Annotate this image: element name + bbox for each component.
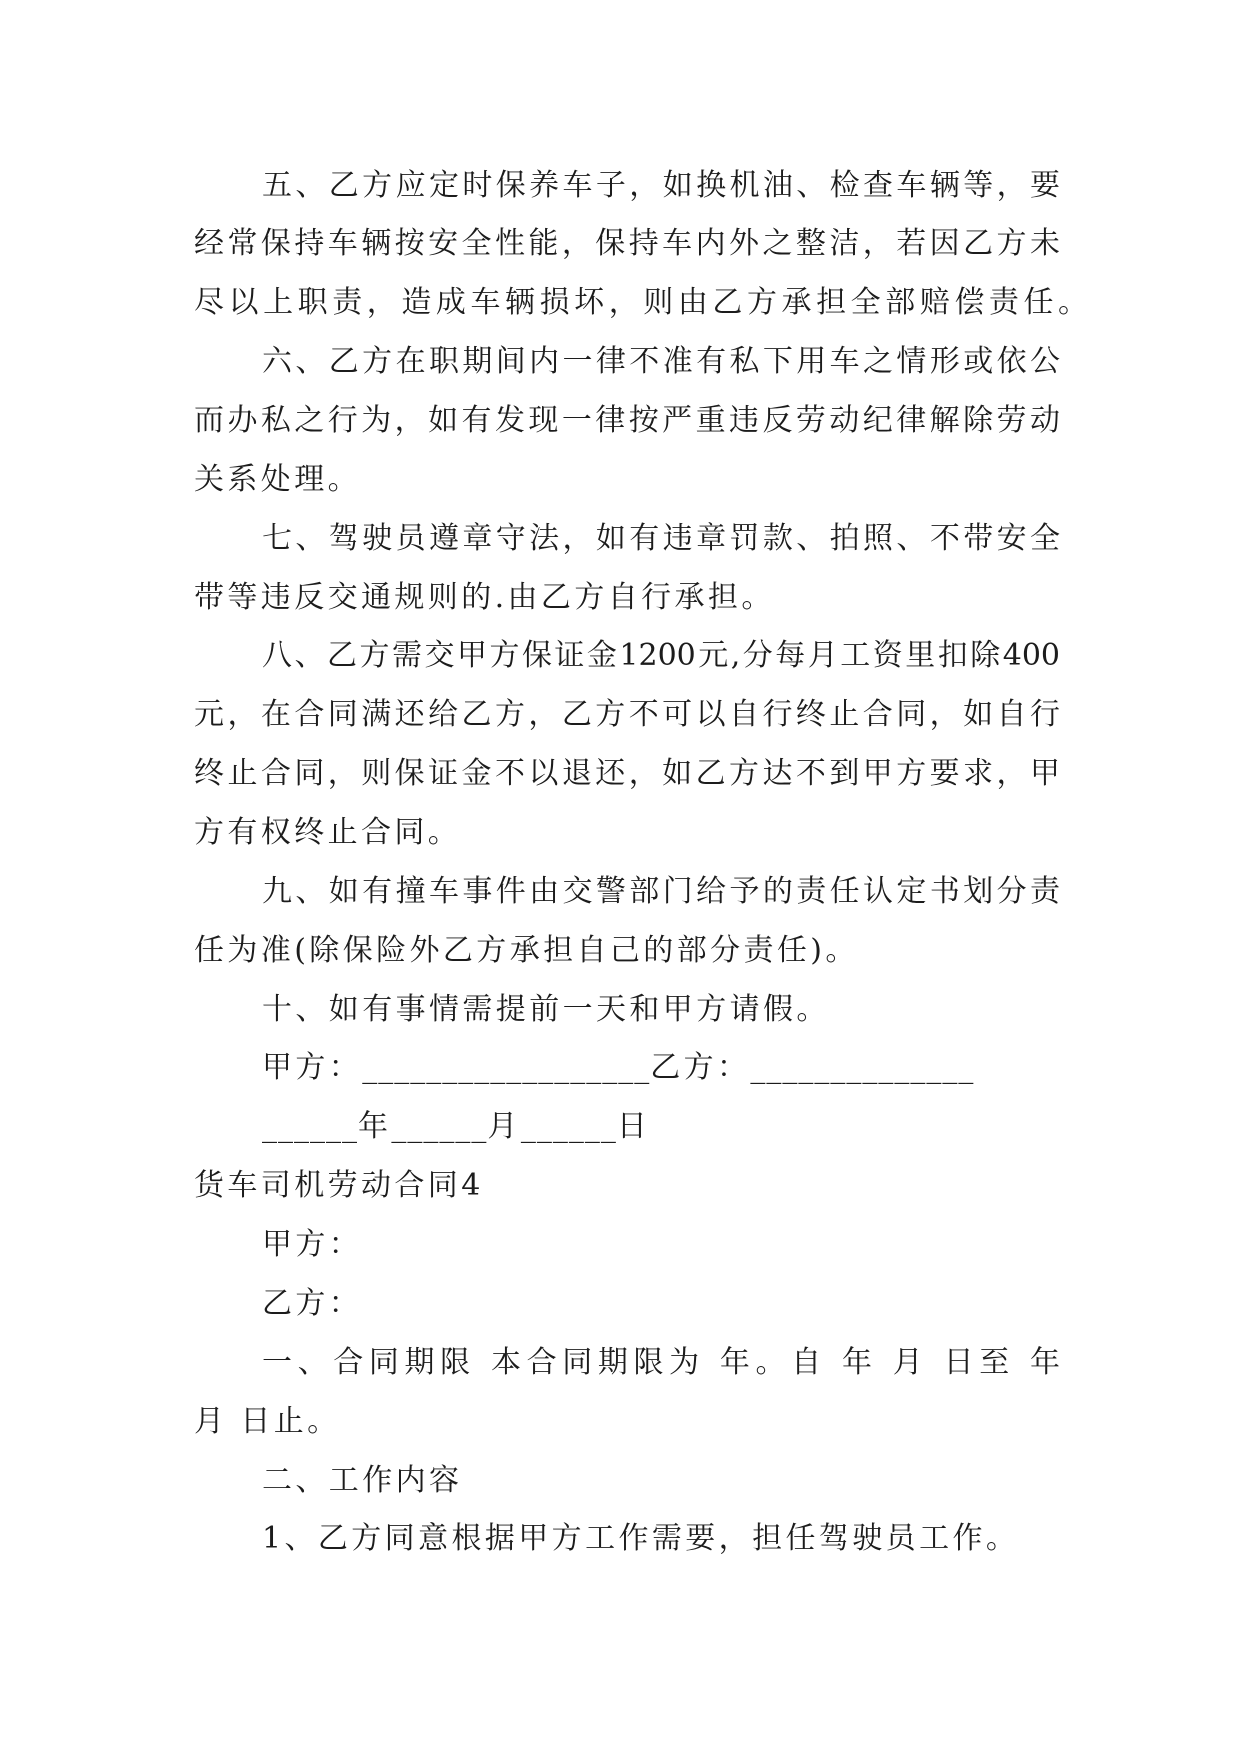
month-label: 月: [487, 1109, 521, 1145]
clause-7: [194, 510, 1060, 628]
clause-8: [194, 627, 1060, 862]
document-body: [194, 157, 1088, 1570]
contract-4-party-b: 乙方：: [262, 1285, 363, 1321]
clause-line: 而办私之行为，如有发现一律按严重违反劳动纪律解除劳动: [194, 403, 1060, 439]
contract-4-title: 货车司机劳动合同4: [194, 1168, 484, 1204]
contract-4-clause-item-1: [194, 1510, 1060, 1569]
date-line: [194, 1098, 1060, 1157]
party-a-signature-blank: __________________: [362, 1050, 651, 1086]
signature-line: [194, 1039, 1060, 1098]
contract-4-party-a: 甲方：: [262, 1227, 363, 1263]
month-blank: ______: [391, 1109, 488, 1145]
contract-4-clause-work-content: [194, 1452, 1060, 1511]
clause-line: 六、乙方在职期间内一律不准有私下用车之情形或依公: [262, 344, 1060, 380]
day-label: 日: [616, 1109, 651, 1145]
contract-4-clause-term: [194, 1334, 1060, 1452]
clause-line: 方有权终止合同。: [194, 815, 462, 851]
clause-line: 1、乙方同意根据甲方工作需要，担任驾驶员工作。: [262, 1521, 1020, 1557]
clause-line: 月 日止。: [194, 1403, 341, 1439]
clause-line: 带等违反交通规则的.由乙方自行承担。: [194, 579, 775, 615]
clause-line: 经常保持车辆按安全性能，保持车内外之整洁，若因乙方未: [194, 226, 1060, 262]
clause-5: [194, 157, 1088, 334]
clause-line: 元，在合同满还给乙方，乙方不可以自行终止合同，如自行: [194, 697, 1060, 733]
clause-line: 一、合同期限 本合同期限为 年。自 年 月 日至 年: [262, 1344, 1060, 1380]
clause-line: 二、工作内容: [262, 1462, 463, 1498]
clause-line: 关系处理。: [194, 461, 361, 497]
clause-line: 五、乙方应定时保养车子，如换机油、检查车辆等，要: [262, 167, 1060, 203]
clause-10: [194, 981, 1060, 1040]
year-blank: ______: [262, 1109, 358, 1145]
clause-6: [194, 333, 1060, 510]
day-blank: ______: [520, 1109, 617, 1145]
clause-line: 尽以上职责，造成车辆损坏，则由乙方承担全部赔偿责任。: [194, 285, 1088, 321]
clause-9: [194, 863, 1060, 981]
party-b-signature-label: 乙方：: [650, 1050, 751, 1086]
clause-line: 七、驾驶员遵章守法，如有违章罚款、拍照、不带安全: [262, 520, 1060, 556]
clause-line: 任为准(除保险外乙方承担自己的部分责任)。: [194, 932, 859, 968]
clause-line: 十、如有事情需提前一天和甲方请假。: [262, 991, 830, 1027]
party-b-signature-blank: ______________: [750, 1050, 975, 1086]
clause-line: 八、乙方需交甲方保证金1200元,分每月工资里扣除400: [262, 638, 1060, 674]
clause-line: 九、如有撞车事件由交警部门给予的责任认定书划分责: [262, 873, 1060, 909]
year-label: 年: [358, 1109, 392, 1145]
party-a-signature-label: 甲方：: [262, 1050, 363, 1086]
clause-line: 终止合同，则保证金不以退还，如乙方达不到甲方要求，甲: [194, 756, 1060, 792]
